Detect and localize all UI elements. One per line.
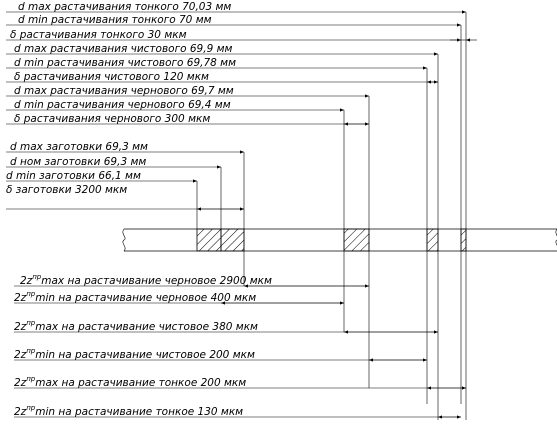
label-tol-blank: δ заготовки 3200 мкм: [6, 184, 128, 196]
label-dmin-blank: d min заготовки 66,1 мм: [6, 170, 141, 182]
part-strip: [123, 229, 557, 251]
label-zmin-rough: $2z^{пр}\min$ на растачивание черновое 400 мкм: [14, 290, 257, 304]
zone-finish: [461, 229, 466, 251]
label-dmax-finish: d max растачивания чистового 69,9 мм: [14, 43, 233, 55]
label-tol-finish: δ растачивания чистового 120 мкм: [14, 71, 209, 83]
label-zmax-fine: $2z^{пр}\max$ на растачивание тонкое 200 мкм: [14, 375, 247, 389]
label-tol-rough: δ растачивания чернового 300 мкм: [14, 113, 211, 125]
label-tol-fine: δ растачивания тонкого 30 мкм: [10, 29, 187, 41]
zone-blank-upper: [221, 229, 244, 251]
label-zmax-finish: $2z^{пр}\max$ на растачивание чистовое 380 мкм: [14, 319, 258, 333]
label-zmin-finish: $2z^{пр}\min$ на растачивание чистовое 200 мкм: [14, 347, 255, 361]
label-zmin-fine: $2z^{пр}\min$ на растачивание тонкое 130 мкм: [14, 404, 244, 418]
zone-blank-lower: [197, 229, 221, 251]
label-dnom-blank: d ном заготовки 69,3 мм: [10, 156, 147, 168]
label-dmin-rough: d min растачивания чернового 69,4 мм: [14, 99, 231, 111]
label-dmin-finish: d min растачивания чистового 69,78 мм: [14, 57, 237, 69]
label-zmax-rough: $2z^{пр}\max$ на растачивание черновое 2900 мкм: [20, 273, 272, 287]
label-dmax-fine: d max растачивания тонкого 70,03 мм: [18, 1, 232, 13]
tolerance-zones: [197, 229, 466, 251]
label-dmax-blank: d max заготовки 69,3 мм: [10, 141, 148, 153]
label-dmin-fine: d min растачивания тонкого 70 мм: [18, 14, 212, 26]
label-dmax-rough: d max растачивания чернового 69,7 мм: [14, 85, 234, 97]
zone-semifinish: [427, 229, 438, 251]
bottom-labels: [14, 273, 272, 418]
zone-rough: [344, 229, 369, 251]
